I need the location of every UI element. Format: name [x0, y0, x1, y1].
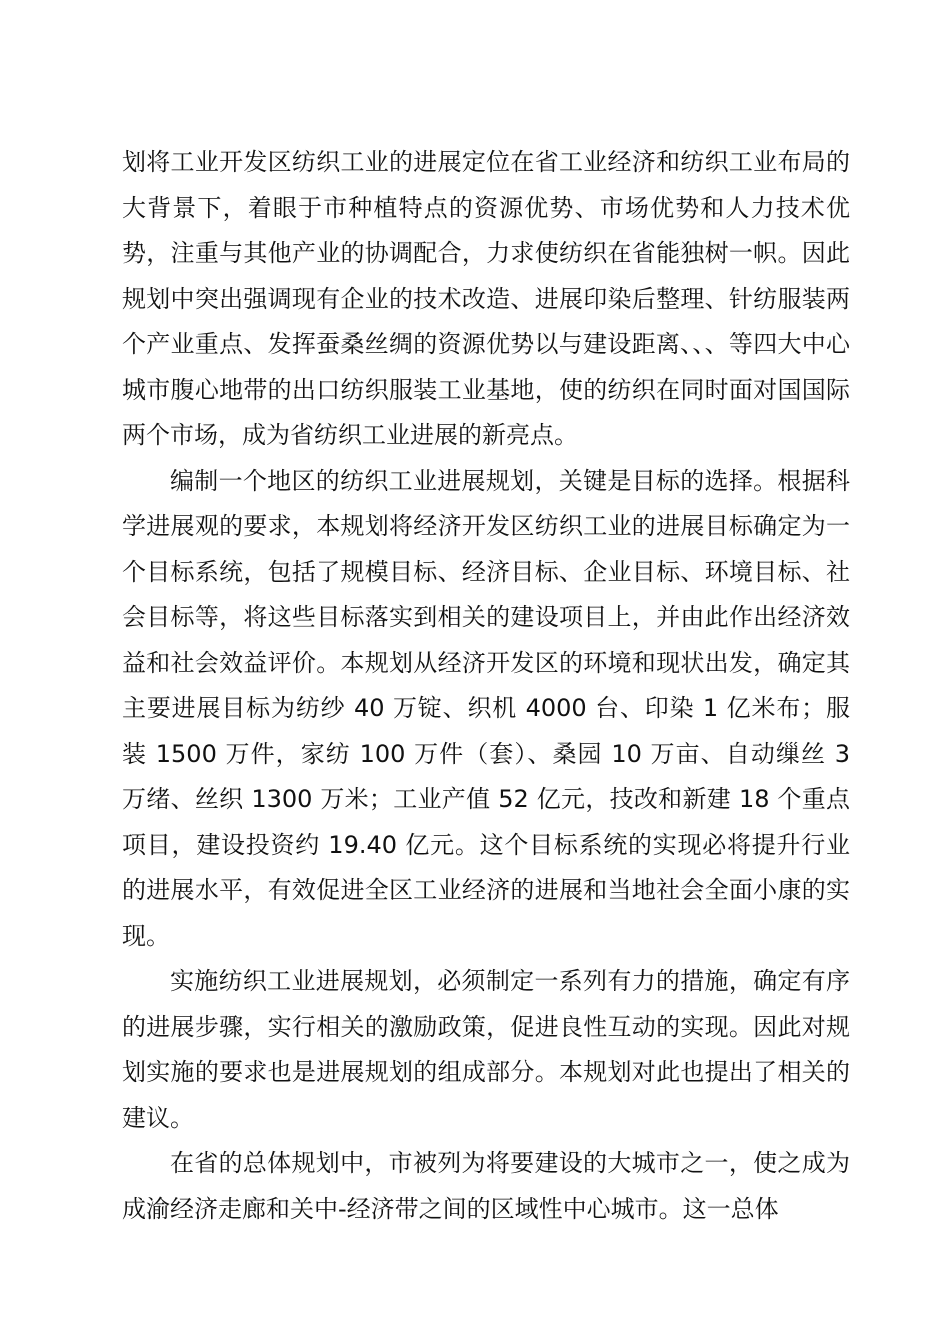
- document-body: [122, 140, 850, 1232]
- paragraph-2: 编制一个地区的纺织工业进展规划，关键是目标的选择。根据科学进展观的要求，本规划将经济开发区纺织工业的进展目标确定为一个目标系统，包括了规模目标、经济目标、企业目标、环境目标、社会目标等，将这些目标落实到相关的建设项目上，并由此作出经济效益和社会效益评价。本规划从经济开发区的环境和现状出发，确定其主要进展目标为纺纱 40 万锭、织机 4000 台、印染 1 亿米布；服装 1500 万件，家纺 100 万件（套）、桑园 10 万亩、自动缫丝 3 万绪、丝织 1300 万米；工业产值 52 亿元，技改和新建 18 个重点项目，建设投资约 19.40 亿元。这个目标系统的实现必将提升行业的进展水平，有效促进全区工业经济的进展和当地社会全面小康的实现。: [122, 466, 850, 950]
- paragraph-1: 划将工业开发区纺织工业的进展定位在省工业经济和纺织工业布局的大背景下，着眼于市种植特点的资源优势、市场优势和人力技术优势，注重与其他产业的协调配合，力求使纺织在省能独树一帜。因此规划中突出强调现有企业的技术改造、进展印染后整理、针纺服装两个产业重点、发挥蚕桑丝绸的资源优势以与建设距离、、、等四大中心城市腹心地带的出口纺织服装工业基地，使的纺织在同时面对国国际两个市场，成为省纺织工业进展的新亮点。: [122, 148, 850, 449]
- paragraph-3: 实施纺织工业进展规划，必须制定一系列有力的措施，确定有序的进展步骤，实行相关的激励政策，促进良性互动的实现。因此对规划实施的要求也是进展规划的组成部分。本规划对此也提出了相关的建议。: [122, 967, 850, 1132]
- paragraph-4: 在省的总体规划中，市被列为将要建设的大城市之一，使之成为成渝经济走廊和关中-经济带之间的区域性中心城市。这一总体: [122, 1149, 850, 1223]
